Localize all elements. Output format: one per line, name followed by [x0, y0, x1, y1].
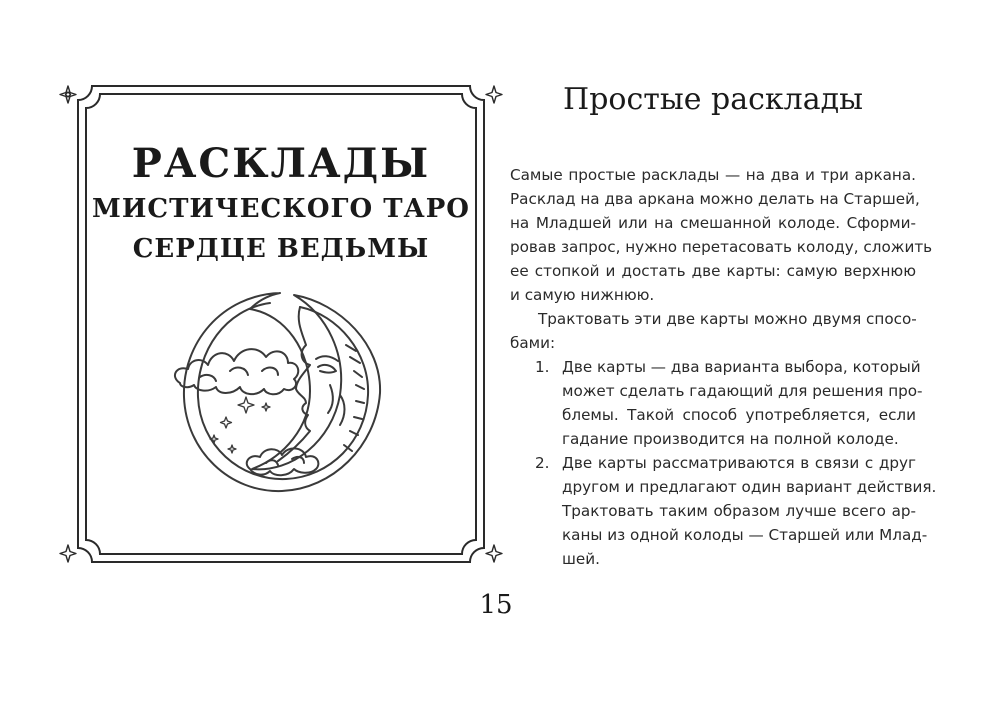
text-line: блемы. Такой способ употребляется, если [562, 406, 916, 424]
paragraph-1 [510, 163, 933, 307]
text-line: Самые простые расклады — на два и три аркана. [510, 166, 916, 184]
numbered-list [510, 355, 937, 571]
text-line: бами: [510, 334, 556, 352]
text-line: может сделать гадающий для решения про- [562, 382, 923, 400]
corner-sparkle-icon [60, 86, 76, 103]
text-line: на Младшей или на смешанной колоде. Сформи- [510, 214, 916, 232]
text-line: ее стопкой и достать две карты: самую верхнюю [510, 262, 916, 280]
body-text [510, 163, 937, 571]
cover-title-main: РАСКЛАДЫ [131, 140, 431, 187]
page-number: 15 [479, 590, 513, 620]
text-line: каны из одной колоды — Старшей или Млад- [562, 526, 928, 544]
corner-sparkle-icon [486, 86, 502, 103]
text-line: гадание производится на полной колоде. [562, 430, 899, 448]
text-line: Две карты рассматриваются в связи с друг [562, 454, 916, 472]
section-heading: Простые расклады [563, 82, 863, 117]
text-line: шей. [562, 550, 600, 568]
corner-sparkle-icon [60, 545, 76, 562]
text-line: ровав запрос, нужно перетасовать колоду, сложить [510, 238, 933, 256]
corner-sparkle-icon [486, 545, 502, 562]
text-line: и самую нижнюю. [510, 286, 655, 304]
list-item [510, 451, 937, 571]
text-line: другом и предлагают один вариант действия. [562, 478, 937, 496]
text-line: Трактовать таким образом лучше всего ар- [562, 502, 916, 520]
cover-title-line2: МИСТИЧЕСКОГО ТАРО [92, 194, 470, 224]
list-number: 2. [535, 454, 550, 472]
text-line: Трактовать эти две карты можно двумя спосо- [538, 310, 917, 328]
list-number: 1. [535, 358, 550, 376]
text-line: Расклад на два аркана можно делать на Старшей, [510, 190, 920, 208]
text-line: Две карты — два варианта выбора, который [562, 358, 921, 376]
paragraph-2 [510, 307, 916, 355]
cover-title-line3: СЕРДЦЕ ВЕДЬМЫ [132, 234, 430, 264]
list-item [510, 355, 923, 451]
crescent-moon-face-with-clouds-icon [170, 285, 390, 504]
